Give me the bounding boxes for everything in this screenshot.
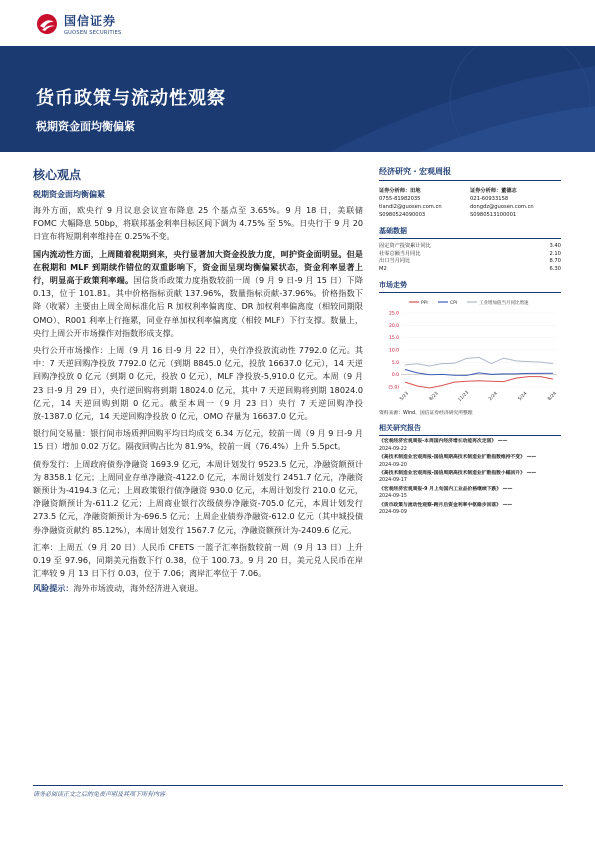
analyst-email[interactable]: tiandi2@guosen.com.cn xyxy=(379,204,442,210)
series-line xyxy=(405,358,553,367)
paragraph-text: 债券发行：上周政府债券净融资 1693.9 亿元，本周计划发行 9523.5 亿元，净融资额预计为 8358.1 亿元；上周同业存单净融资-4122.0 亿元，本周计划发行 2451.7 亿元，净融资额预计为-4194.3 亿元；上周政策银行债净融资 930.0 亿元，本周计划发行 210.0 亿元，净融资额预计为-611.2 亿元；上周商业银行次级债券净融资-705.0 亿元，本周计划发行 273.5 亿元，净融资额预计为-696.5 亿元；上周企业债券净融资-612.0 亿元（其中城投债券净融资贡献约 85.12%），本周计划发行 1567.7 亿元，净融资额预计为-2409.6 亿元。 xyxy=(33,458,363,535)
data-value: 3.40 xyxy=(549,243,561,249)
paragraph-text: 国信货币政策力度指数较前一周（9 月 9 日-9 月 15 日）下降 0.13，位于 101.81。其中价格指标贡献 137.96%，数量指标贡献-37.96%。价格指数下降（收紧）主要由上周全周标准化后 R 加权利率偏离度、DR 加权利率偏离度（相较同期限 OMO）、R001 利率上行拖累，同业存单加权利率偏离度（相较 MLF）下行支撑。数量上，央行上周公开市场操作对指数形成支撑。 xyxy=(33,275,363,338)
paragraph-text: 汇率：上周五（9 月 20 日）人民币 CFETS 一篮子汇率指数较前一周（9 月 13 日）上升 0.19 至 97.96，同期美元指数下行 0.38，位于 100.73。9 月 20 日，美元兑人民币在岸汇率较 9 月 13 日下行 0.03，位于 7.06；离岸汇率位于 7.06。 xyxy=(33,541,363,579)
paragraph-text: 海外方面，欧央行 9 月议息会议宣布降息 25 个基点至 3.65%。9 月 18 日，美联储 FOMC 大幅降息 50bp，将联邦基金利率目标区间下调为 4.75% 至 5%。日央行于 9 月 20 日宣布将短期利率维持在 0.25%不变。 xyxy=(33,205,363,242)
report-link[interactable]: 《货币政策与流动性观察-跨月后资金利率中枢稳步回落》 —— xyxy=(379,502,513,508)
risk-note xyxy=(33,582,363,595)
analyst-1 xyxy=(379,187,470,219)
data-value: 8.70 xyxy=(549,258,561,265)
analyst-role: 证券分析师： xyxy=(379,188,411,194)
data-label: 社零总额当月同比 xyxy=(379,250,421,257)
logo-mark-icon xyxy=(36,13,58,35)
x-tick-label: 8/23 xyxy=(428,391,440,403)
paragraph xyxy=(33,458,363,537)
related-reports-list xyxy=(379,438,561,516)
brand-name-en: GUOSEN SECURITIES xyxy=(64,30,122,36)
core-paragraphs xyxy=(33,204,363,580)
analyst-cert: S0980513100001 xyxy=(470,212,517,218)
report-category: 经济研究・宏观周报 xyxy=(379,166,561,181)
data-row xyxy=(379,258,561,266)
y-tick-label: 15.0 xyxy=(388,336,399,342)
y-tick-label: 10.0 xyxy=(388,348,399,354)
report-subtitle: 税期资金面均衡偏紧 xyxy=(36,120,135,133)
paragraph-highlight: 国内流动性方面，上周随着税期到来，央行显著加大资金投放力度，呵护资金面明显。但是在税期和 MLF 到期续作错位的双重影响下，资金面呈现均衡偏紧状态，资金利率显著上行，明显高于政策利率端。 xyxy=(33,248,363,286)
report-date: 2024-09-17 xyxy=(379,478,407,484)
y-tick-label: 5.0 xyxy=(391,361,399,367)
paragraph xyxy=(33,248,363,340)
report-link[interactable]: 《高技术制造业宏观周报-国信周期高技术制造业扩散指数维持不变》 —— xyxy=(379,455,537,461)
x-tick-label: 8/24 xyxy=(547,391,558,403)
analyst-phone: 0755-81982035 xyxy=(379,196,421,202)
data-value: 2.10 xyxy=(549,250,561,257)
y-tick-label: 0.0 xyxy=(391,373,399,379)
report-title: 货币政策与流动性观察 xyxy=(36,88,226,109)
x-tick-label: 2/24 xyxy=(488,391,499,403)
report-date: 2024-09-15 xyxy=(379,494,407,500)
analyst-2 xyxy=(470,187,561,219)
brand-logo xyxy=(36,12,122,36)
related-reports-title: 相关研究报告 xyxy=(379,423,561,436)
x-tick-label: 11/23 xyxy=(457,390,471,404)
report-link[interactable]: 《宏观经济宏观周报-本周国内经济增长动能再次走弱》 —— xyxy=(379,439,508,445)
analyst-phone: 021-60933158 xyxy=(470,196,509,202)
paragraph xyxy=(33,427,363,453)
legend-label: 工业增加值当月同比增速 xyxy=(479,301,529,307)
data-label: 出口当月同比 xyxy=(379,258,411,265)
market-trend-svg xyxy=(379,297,561,407)
core-subtitle: 税期资金面均衡偏紧 xyxy=(33,190,105,199)
chart-source: 资料来源：Wind、国信证券经济研究所整理 xyxy=(379,411,473,417)
risk-label: 风险提示： xyxy=(33,583,74,594)
brand-name-cn: 国信证券 xyxy=(64,14,117,28)
report-date: 2024-09-20 xyxy=(379,462,407,468)
series-line xyxy=(405,377,553,388)
basic-data-title: 基础数据 xyxy=(379,226,561,239)
title-banner xyxy=(0,46,595,152)
analyst-list xyxy=(379,187,561,219)
report-link[interactable]: 《高技术制造业宏观周报-国信周期高技术制造业扩散指数小幅回升》 —— xyxy=(379,471,537,476)
y-tick-label: (5.0) xyxy=(388,385,399,391)
analyst-role: 证券分析师： xyxy=(470,188,502,194)
x-tick-label: 5/24 xyxy=(517,391,529,403)
analyst-email[interactable]: dongdz@guosen.com.cn xyxy=(470,204,534,210)
data-label: M2 xyxy=(379,265,387,272)
data-row xyxy=(379,266,561,274)
core-views xyxy=(33,166,363,596)
report-date: 2024-09-09 xyxy=(379,510,407,516)
x-tick-label: 5/23 xyxy=(399,391,410,403)
core-title: 核心观点 xyxy=(33,168,82,182)
footer-divider xyxy=(33,785,563,786)
page-header xyxy=(0,0,595,46)
paragraph xyxy=(33,541,363,581)
analyst-name: 董德志 xyxy=(501,188,517,194)
data-row xyxy=(379,243,561,251)
y-tick-label: 20.0 xyxy=(388,324,399,330)
sidebar xyxy=(379,166,561,517)
market-trend-chart xyxy=(379,297,561,407)
market-trend-title: 市场走势 xyxy=(379,280,561,293)
basic-data-table xyxy=(379,243,561,273)
analyst-name: 田地 xyxy=(410,188,421,194)
y-tick-label: 25.0 xyxy=(388,311,399,317)
paragraph xyxy=(33,204,363,244)
disclaimer-note: 请务必阅读正文之后的免责声明及其项下所有内容 xyxy=(33,791,166,798)
paragraph-text: 央行公开市场操作：上周（9 月 16 日-9 月 22 日），央行净投放流动性 7792.0 亿元。其中：7 天逆回购净投放 7792.0 亿元（到期 8845.0 亿元，投放 16637.0 亿元），14 天逆回购净投放 0 亿元（到期 0 亿元，投放 0 亿元），MLF 净投放-5,910.0 亿元。本周（9 月 23 日-9 月 29 日），央行逆回购将到期 18024.0 亿元，其中 7 天逆回购将到期 18024.0 亿元，14 天逆回购到期 0 亿元。截至本周一（9 月 23 日）央行 7 天逆回购净投放-1387.0 亿元，14 天逆回购净投放 0 亿元，OMO 存量为 16637.0 亿元。 xyxy=(33,345,363,422)
report-date: 2024-09-22 xyxy=(379,446,407,452)
legend-label: CPI xyxy=(450,301,458,307)
data-value: 6.30 xyxy=(549,265,561,272)
paragraph xyxy=(33,344,363,423)
paragraph-text: 银行间交易量：银行间市场质押回购平均日均成交 6.34 万亿元，较前一周（9 月 9 日-9 月 15 日）增加 0.02 万亿。隔夜回购占比为 81.9%，较前一周（76.4%）上升 5.5pct。 xyxy=(33,428,363,452)
risk-text: 海外市场波动，海外经济进入衰退。 xyxy=(73,583,203,594)
legend-label: PPI xyxy=(421,301,428,307)
analyst-cert: S0980524090003 xyxy=(379,212,426,218)
report-link[interactable]: 《宏观经济宏观周报-9 月上旬国内工业品价格继续下跌》 —— xyxy=(379,486,513,492)
data-label: 固定资产投资累计同比 xyxy=(379,243,431,249)
